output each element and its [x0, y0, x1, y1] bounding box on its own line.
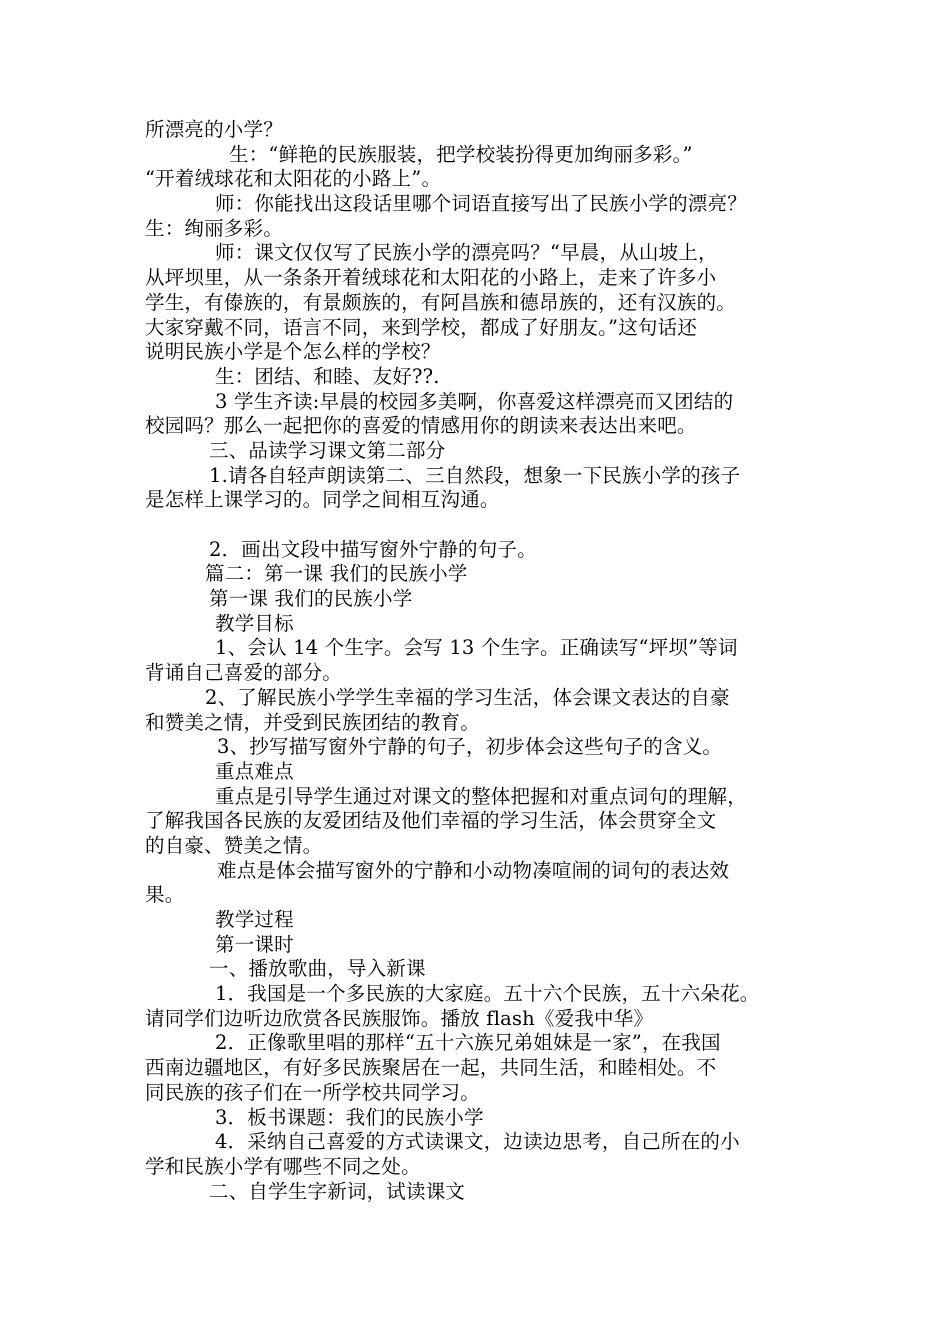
text-line: 说明民族小学是个怎么样的学校？ — [145, 340, 441, 364]
text-line: 1、会认 14 个生字。会写 13 个生字。正确读写“坪坝”等词 — [215, 636, 738, 660]
text-line: 了解我国各民族的友爱团结及他们幸福的学习生活，体会贯穿全文 — [145, 809, 717, 833]
text-line: 师：你能找出这段话里哪个词语直接写出了民族小学的漂亮？ — [215, 192, 747, 216]
text-line: 3、抄写描写窗外宁静的句子，初步体会这些句子的含义。 — [217, 735, 723, 759]
text-line: 1．我国是一个多民族的大家庭。五十六个民族，五十六朵花。 — [215, 982, 760, 1006]
text-line: 重点是引导学生通过对课文的整体把握和对重点词句的理解， — [215, 784, 747, 808]
text-line: 生：团结、和睦、友好??. — [215, 364, 440, 388]
text-line: 师：课文仅仅写了民族小学的漂亮吗？“早晨，从山坡上， — [215, 241, 718, 265]
text-line: 重点难点 — [215, 759, 294, 783]
text-line: 篇二：第一课 我们的民族小学 — [205, 562, 468, 586]
text-line: 教学目标 — [215, 611, 294, 635]
text-line: “开着绒球花和太阳花的小路上”。 — [145, 167, 442, 191]
text-line: 2．正像歌里唱的那样“五十六族兄弟姐妹是一家”，在我国 — [215, 1031, 721, 1055]
text-line: 三、品读学习课文第二部分 — [209, 438, 446, 462]
text-line: 的自豪、赞美之情。 — [145, 833, 323, 857]
text-line: 4．采纳自己喜爱的方式读课文，边读边思考，自己所在的小 — [215, 1130, 740, 1154]
text-line: 从坪坝里，从一条条开着绒球花和太阳花的小路上，走来了许多小 — [145, 266, 717, 290]
text-line: 生：绚丽多彩。 — [145, 216, 283, 240]
text-line: 生：“鲜艳的民族服装，把学校装扮得更加绚丽多彩。” — [229, 142, 693, 166]
text-line: 1.请各自轻声朗读第二、三自然段，想象一下民族小学的孩子 — [209, 463, 741, 487]
text-line: 果。 — [145, 883, 185, 907]
text-line: 3 学生齐读:早晨的校园多美啊，你喜爱这样漂亮而又团结的 — [215, 389, 734, 413]
text-line: 校园吗？那么一起把你的喜爱的情感用你的朗读来表达出来吧。 — [145, 414, 697, 438]
text-line: 请同学们边听边欣赏各民族服饰。播放 flash《爱我中华》 — [145, 1006, 654, 1030]
text-line: 大家穿戴不同，语言不同，来到学校，都成了好朋友。”这句话还 — [145, 315, 698, 339]
text-line: 一、播放歌曲，导入新课 — [209, 957, 426, 981]
text-line: 是怎样上课学习的。同学之间相互沟通。 — [145, 488, 500, 512]
text-line: 二、自学生字新词，试读课文 — [209, 1179, 466, 1203]
text-line: 同民族的孩子们在一所学校共同学习。 — [145, 1080, 480, 1104]
blank-line — [145, 513, 825, 538]
text-line: 2．画出文段中描写窗外宁静的句子。 — [209, 537, 537, 561]
text-line: 学生，有傣族的，有景颇族的，有阿昌族和德昂族的，还有汉族的。 — [145, 290, 737, 314]
text-line: 第一课 我们的民族小学 — [209, 587, 413, 611]
text-line: 3．板书课题：我们的民族小学 — [215, 1105, 484, 1129]
text-line: 学和民族小学有哪些不同之处。 — [145, 1154, 421, 1178]
text-line: 西南边疆地区，有好多民族聚居在一起，共同生活，和睦相处。不 — [145, 1056, 717, 1080]
text-line: 难点是体会描写窗外的宁静和小动物凑喧闹的词句的表达效 — [217, 858, 730, 882]
text-line: 2、了解民族小学学生幸福的学习生活，体会课文表达的自豪 — [205, 685, 730, 709]
text-line: 和赞美之情，并受到民族团结的教育。 — [145, 710, 480, 734]
text-line: 教学过程 — [215, 908, 294, 931]
text-line: 第一课时 — [215, 932, 294, 956]
text-line: 所漂亮的小学？ — [145, 118, 283, 141]
document-body — [145, 118, 825, 1204]
text-line: 背诵自己喜爱的部分。 — [145, 661, 343, 685]
